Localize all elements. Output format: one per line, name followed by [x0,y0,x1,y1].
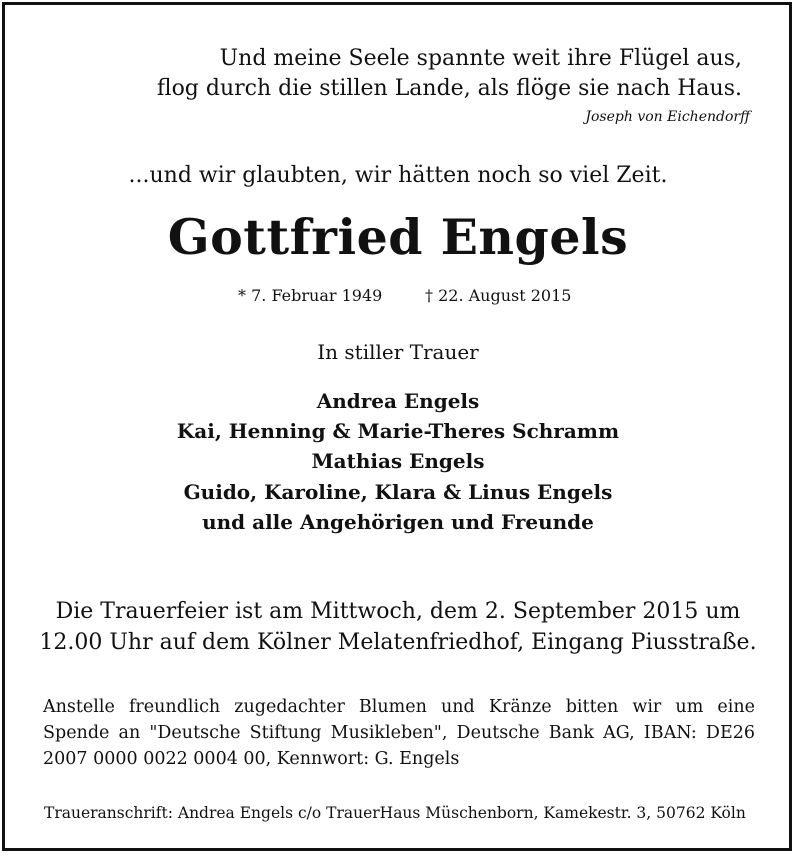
service-line-1: Die Trauerfeier ist am Mittwoch, dem 2. September 2015 um [55,599,741,624]
mourning-address: Traueranschrift: Andrea Engels c/o TrauerHaus Müschenborn, Kamekestr. 3, 50762 Köln [44,804,746,822]
family-member: Kai, Henning & Marie-Theres Schramm [176,419,620,443]
family-member: Andrea Engels [316,389,480,413]
donation-line-2: Spende an "Deutsche Stiftung Musikleben", Deutsche Bank AG, IBAN: DE26 [43,723,755,743]
donation-line-3: 2007 0000 0022 0004 00, Kennwort: G. Engels [43,749,460,769]
deceased-name: Gottfried Engels [167,208,629,266]
death-date: † 22. August 2015 [425,286,572,305]
donation-notice [43,694,755,772]
quote-line-2: flog durch die stillen Lande, als flöge sie nach Haus. [156,76,742,101]
quote-line-1: Und meine Seele spannte weit ihre Flügel aus, [219,46,742,71]
quote-author: Joseph von Eichendorff [585,109,750,125]
donation-line-1: Anstelle freundlich zugedachter Blumen und Kränze bitten wir um eine [43,697,755,717]
mourning-line: In stiller Trauer [317,340,479,364]
family-member: Mathias Engels [311,449,485,473]
birth-date: * 7. Februar 1949 [238,286,383,305]
family-member: Guido, Karoline, Klara & Linus Engels [183,480,613,504]
family-member: und alle Angehörigen und Freunde [202,510,594,534]
service-line-2: 12.00 Uhr auf dem Kölner Melatenfriedhof, Eingang Piusstraße. [39,630,757,655]
lead-text: ...und wir glaubten, wir hätten noch so viel Zeit. [128,163,668,188]
